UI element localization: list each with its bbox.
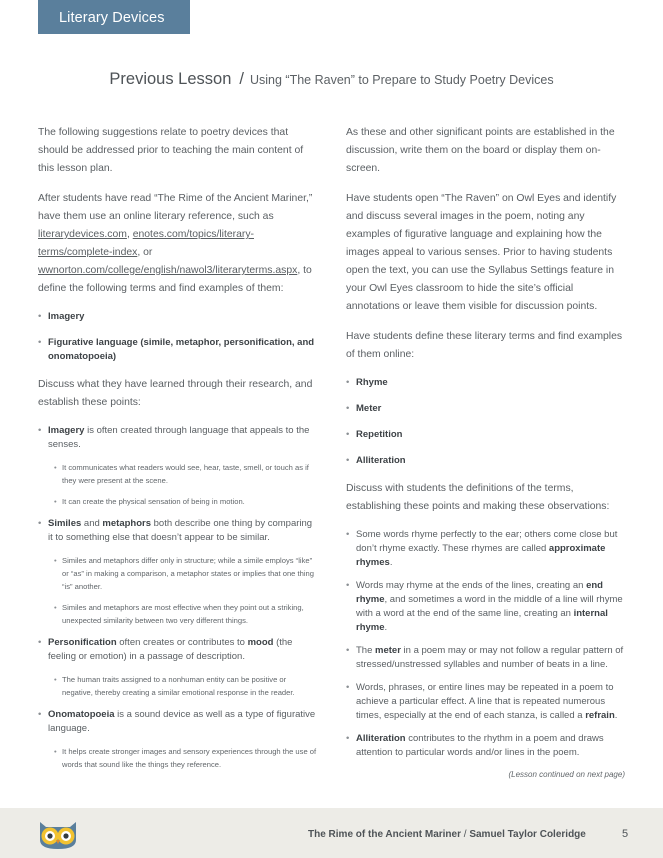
text: .: [389, 557, 393, 568]
terms-list: [346, 376, 626, 468]
left-column: [38, 124, 318, 781]
owl-logo-icon: [36, 818, 80, 850]
sub-list: [48, 554, 318, 627]
link-literarydevices[interactable]: literarydevices.com: [38, 229, 127, 240]
text: often creates or contributes to: [116, 637, 248, 648]
term: Alliteration: [356, 455, 406, 466]
text: contributes to the rhythm in a poem and draws attention to particular words and/or lines in the poem.: [356, 733, 604, 758]
sub-list: [48, 745, 318, 771]
text: (the feeling or emotion) in a passage of description.: [48, 637, 293, 662]
text: , and sometimes a word in the middle of a line will rhyme with a word at the end of the same line, creating an: [356, 594, 623, 619]
list-item: [346, 528, 626, 570]
list-item-onomatopoeia: [38, 708, 318, 771]
term: Figurative language (simile, metaphor, personification, and onomatopoeia): [48, 337, 315, 362]
term: Personification: [48, 637, 117, 648]
footer-citation: [308, 829, 586, 840]
footer-separator: /: [460, 829, 470, 840]
term: meter: [375, 645, 401, 656]
page-footer: [0, 808, 663, 858]
right-column: [346, 124, 626, 770]
intro-paragraph: The following suggestions relate to poetry devices that should be addressed prior to teaching the main content of this lesson plan.: [38, 127, 304, 174]
list-item: [346, 402, 626, 416]
sub-item: • The human traits assigned to a nonhuman entity can be positive or negative, thereby creating a similar emotional response in the reader.: [48, 673, 318, 699]
list-item: [346, 579, 626, 635]
discuss-paragraph: Discuss what they have learned through their research, and establish these points:: [38, 379, 313, 408]
term: mood: [247, 637, 274, 648]
raven-paragraph: Have students open “The Raven” on Owl Eyes and identify and discuss several images in the poem, noting any examples of figurative language and explaining how the images appeal to various senses. Prior to having students open the text, you can use the Syllabus Settings feature in your Owl Eyes classroom to hide the site’s official annotations or leave them visible for discussion points.: [346, 193, 617, 312]
term: Imagery: [48, 425, 85, 436]
author: Samuel Taylor Coleridge: [469, 829, 586, 840]
sub-list: [48, 673, 318, 699]
sub-item: • It helps create stronger images and sensory experiences through the use of words that sound like the things they reference.: [48, 745, 318, 771]
term: refrain: [585, 710, 615, 721]
book-title: The Rime of the Ancient Mariner: [308, 829, 461, 840]
observations-list: [346, 528, 626, 760]
text: both describe one thing by comparing it to something else that doesn’t appear to be similar.: [48, 518, 313, 543]
text: Some words rhyme perfectly to the ear; others come close but don’t rhyme exactly. These rhymes are called: [356, 529, 618, 554]
terms-list: [38, 310, 318, 364]
research-paragraph: [38, 190, 318, 298]
text: in a poem may or may not follow a regular pattern of stressed/unstressed syllables and number of beats in a line.: [356, 645, 624, 670]
text: , or: [137, 247, 153, 258]
text: .: [614, 710, 618, 721]
list-item-personification: [38, 636, 318, 699]
observations-paragraph: Discuss with students the definitions of the terms, establishing these points and making these observations:: [346, 483, 610, 512]
term: Rhyme: [356, 377, 388, 388]
title-separator: /: [239, 70, 244, 88]
text: Words may rhyme at the ends of the lines, creating an: [356, 580, 587, 591]
term: metaphors: [102, 518, 151, 529]
text: is a sound device as well as a type of figurative language.: [48, 709, 316, 734]
list-item: [346, 376, 626, 390]
sub-item: • Similes and metaphors differ only in structure; while a simile employs “like” or “as” in making a comparison, a metaphor states or implies that one thing “is” another.: [48, 554, 318, 593]
points-list: [38, 424, 318, 771]
points-paragraph: As these and other significant points are established in the discussion, write them on the board or display them on-screen.: [346, 127, 615, 174]
link-enotes[interactable]: enotes.com/topics/literary-terms/complete-index: [38, 229, 254, 258]
list-item: [346, 681, 626, 723]
page-title: [0, 70, 663, 89]
text: After students have read “The Rime of the Ancient Mariner,” have them use an online literary reference, such as: [38, 193, 313, 222]
term: Onomatopoeia: [48, 709, 115, 720]
sub-list: [48, 461, 318, 508]
term: Meter: [356, 403, 382, 414]
sub-item: • It communicates what readers would see, hear, taste, smell, or touch as if they were present at the scene.: [48, 461, 318, 487]
term: Alliteration: [356, 733, 406, 744]
text: The: [356, 645, 376, 656]
term: approximate rhymes: [356, 543, 606, 568]
term: end rhyme: [356, 580, 603, 605]
list-item: [346, 644, 626, 672]
term: Imagery: [48, 311, 85, 322]
list-item-similes: [38, 517, 318, 627]
title-main: Previous Lesson: [109, 70, 232, 88]
continued-note: (Lesson continued on next page): [508, 770, 625, 779]
sub-item: • Similes and metaphors are most effective when they point out a striking, unexpected similarity between two very different things.: [48, 601, 318, 627]
list-item: [346, 732, 626, 760]
text: is often created through language that appeals to the senses.: [48, 425, 310, 450]
list-item: [38, 310, 318, 324]
page-number: 5: [622, 828, 629, 840]
term: Similes: [48, 518, 82, 529]
define-paragraph: Have students define these literary terms and find examples of them online:: [346, 331, 623, 360]
list-item: [346, 454, 626, 468]
sub-item: • It can create the physical sensation of being in motion.: [48, 495, 318, 508]
text: and: [81, 518, 103, 529]
link-wwnorton[interactable]: wwnorton.com/college/english/nawol3/literaryterms.aspx: [38, 265, 298, 276]
text: .: [384, 622, 388, 633]
section-tab: Literary Devices: [38, 0, 190, 34]
list-item-imagery: [38, 424, 318, 508]
list-item: [38, 336, 318, 364]
list-item: [346, 428, 626, 442]
title-subtitle: Using “The Raven” to Prepare to Study Poetry Devices: [249, 73, 554, 87]
text: ,: [126, 229, 133, 240]
term: Repetition: [356, 429, 403, 440]
term: internal rhyme: [356, 608, 608, 633]
text: , to define the following terms and find examples of them:: [38, 265, 312, 294]
text: Words, phrases, or entire lines may be repeated in a poem to achieve a particular effect. A line that is repeated numerous times, especially at the end of each stanza, is called a: [356, 682, 614, 721]
